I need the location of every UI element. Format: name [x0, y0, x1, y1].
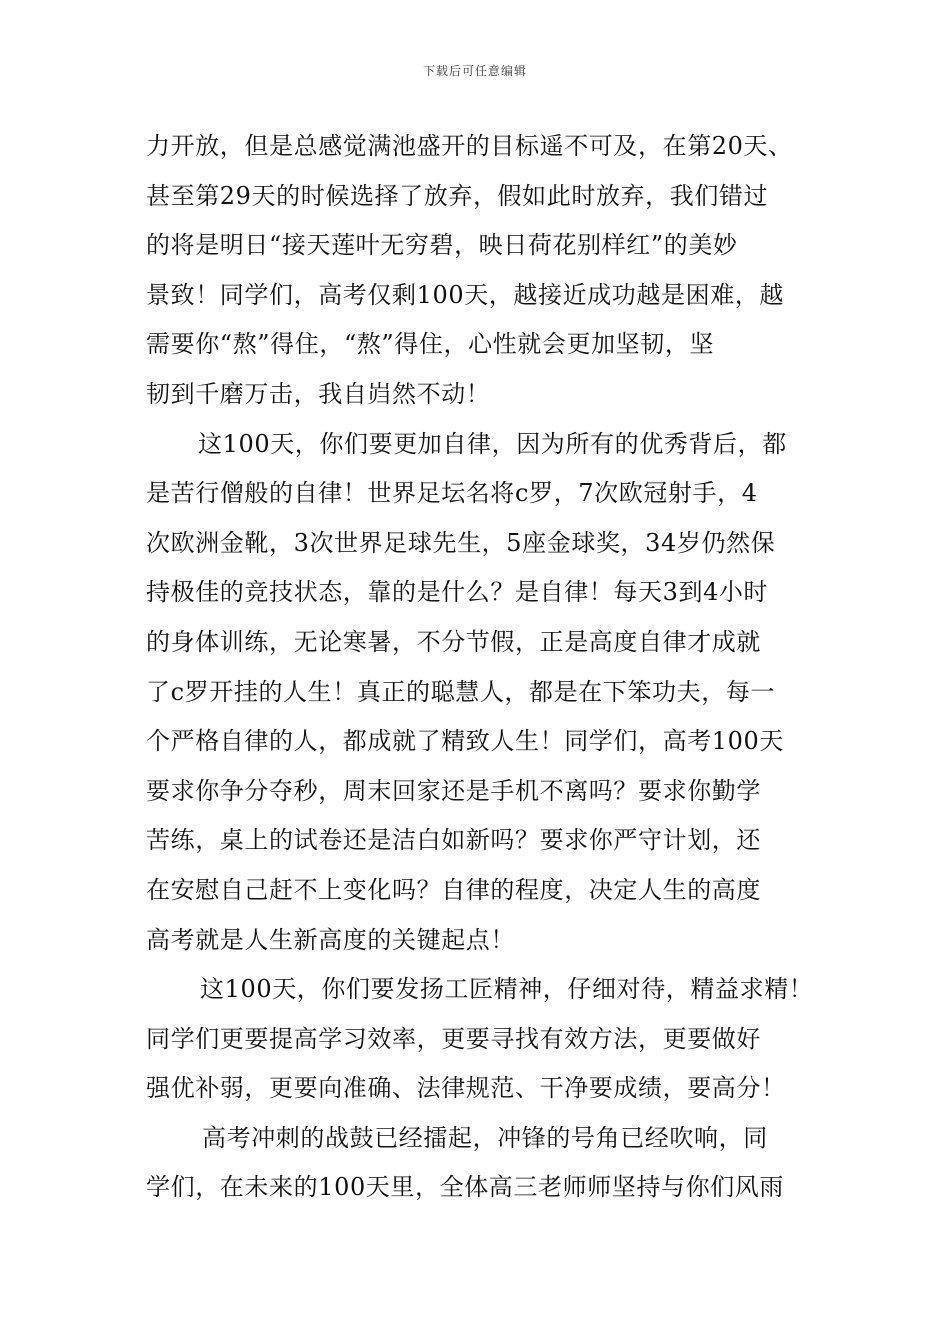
text-line: 力开放，但是总感觉满池盛开的目标遥不可及，在第20天、	[146, 132, 793, 160]
text-line: 持极佳的竞技状态，靠的是什么？是自律！每天3到4小时	[146, 578, 769, 607]
text-line: 的身体训练，无论寒暑，不分节假，正是高度自律才成就	[146, 627, 761, 656]
text-line: 要求你争分夺秒，周末回家还是手机不离吗？要求你勤学	[146, 776, 761, 805]
text-line: 需要你“熬”得住，“熬”得住，心性就会更加坚韧，坚	[146, 330, 715, 359]
paragraph-start-line: 这100天，你们要更加自律，因为所有的优秀背后，都	[198, 429, 787, 458]
text-line: 个严格自律的人，都成就了精致人生！同学们，高考100天	[146, 727, 785, 756]
text-line: 强优补弱，更要向准确、法律规范、干净要成绩，要高分！	[146, 1074, 786, 1103]
text-line: 苦练，桌上的试卷还是洁白如新吗？要求你严守计划，还	[146, 826, 761, 855]
text-line: 是苦行僧般的自律！世界足坛名将c罗，7次欧冠射手，4	[146, 479, 758, 508]
text-line: 高考就是人生新高度的关键起点！	[146, 925, 515, 954]
text-line: 了c罗开挂的人生！真正的聪慧人，都是在下笨功夫，每一	[146, 677, 776, 706]
document-body	[146, 122, 836, 1213]
text-line: 景致！同学们，高考仅剩100天，越接近成功越是困难，越	[146, 280, 785, 309]
text-line: 同学们更要提高学习效率，更要寻找有效方法，更要做好	[146, 1024, 761, 1053]
text-line: 的将是明日“接天莲叶无穷碧，映日荷花别样红”的美妙	[146, 231, 738, 260]
text-line: 次欧洲金靴，3次世界足球先生，5座金球奖，34岁仍然保	[146, 528, 776, 557]
text-line: 学们，在未来的100天里，全体高三老师师坚持与你们风雨	[146, 1173, 785, 1202]
text-line: 甚至第29天的时候选择了放弃，假如此时放弃，我们错过	[146, 181, 769, 210]
header-note: 下载后可任意编辑	[422, 64, 527, 78]
text-line: 韧到千磨万击，我自岿然不动！	[146, 379, 491, 408]
paragraph-start-line: 高考冲刺的战鼓已经擂起，冲锋的号角已经吹响，同	[202, 1123, 768, 1152]
paragraph-start-line: 这100天，你们要发扬工匠精神，仔细对待，精益求精！	[200, 975, 814, 1004]
text-line: 在安慰自己赶不上变化吗？自律的程度，决定人生的高度	[146, 875, 761, 904]
